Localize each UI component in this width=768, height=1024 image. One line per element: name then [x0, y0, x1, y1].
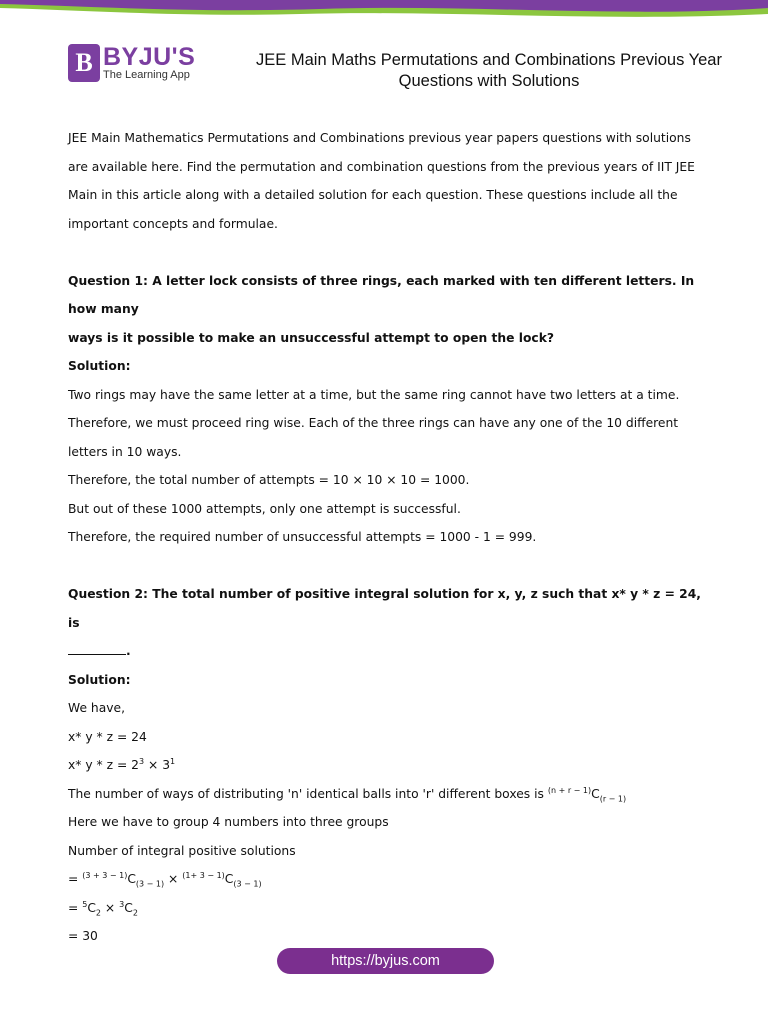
question-2-line-1: Question 2: The total number of positive integral solution for x, y, z such that x* y * z = 24, is	[68, 587, 701, 630]
intro-line-3: Main in this article along with a detailed solution for each question. These questions include all the	[68, 188, 678, 202]
q2-answer: = 30	[68, 929, 98, 943]
q1-solution-line-4: Therefore, the total number of attempts = 10 × 10 × 10 = 1000.	[68, 473, 470, 487]
q1-solution-line-6: Therefore, the required number of unsuccessful attempts = 1000 - 1 = 999.	[68, 530, 537, 544]
question-2-solution-label: Solution:	[68, 672, 131, 687]
q2-equation-2: x* $y * z = 2^3 \times 3^1$	[68, 756, 176, 772]
question-1-line-2: ways is it possible to make an unsuccessful attempt to open the lock?	[68, 330, 555, 345]
q2-equation-1: x* y * z = 24	[68, 729, 147, 744]
q2-count-text: Number of integral positive solutions	[68, 843, 296, 858]
q2-formula-1: = $^{(3 + 3 - 1)}C_{(3 - 1)} \times ^{(1+ 3 - 1)}C_{(3 - 1)}$	[68, 870, 262, 889]
q1-solution-line-1: Two rings may have the same letter at a time, but the same ring cannot have two letters at a time.	[68, 387, 680, 402]
logo-tagline: The Learning App	[103, 68, 190, 81]
footer-url-link[interactable]: https://byjus.com	[277, 948, 494, 974]
q1-solution-line-5: But out of these 1000 attempts, only one attempt is successful.	[68, 501, 461, 516]
logo-name: BYJU'S	[103, 42, 196, 71]
title-line-1: JEE Main Maths Permutations and Combinations Previous Year	[256, 51, 722, 69]
q1-solution-line-3: letters in 10 ways.	[68, 444, 182, 459]
header-wave-decoration	[0, 0, 768, 26]
answer-blank	[68, 640, 126, 655]
q2-distribution-formula: The number of ways of distributing 'n' identical balls into 'r' different boxes is $^{(n + r - 1)}C_{(r - 1)}$	[68, 785, 627, 803]
byjus-logo	[68, 44, 195, 82]
intro-line-2: are available here. Find the permutation and combination questions from the previous years of IIT JEE	[68, 159, 695, 174]
intro-line-4: important concepts and formulae.	[68, 216, 278, 231]
q2-grouping-text: Here we have to group 4 numbers into three groups	[68, 815, 389, 829]
question-1-solution-label: Solution:	[68, 359, 131, 373]
q2-we-have: We have,	[68, 701, 125, 715]
intro-line-1: JEE Main Mathematics Permutations and Combinations previous year papers questions with solutions	[68, 131, 691, 145]
document-title	[232, 50, 746, 92]
q1-solution-line-2: Therefore, we must proceed ring wise. Each of the three rings can have any one of the 10 different	[68, 416, 679, 430]
q2-formula-2: = $^5C_2 \times ^3C_2$	[68, 899, 138, 917]
title-line-2: Questions with Solutions	[398, 72, 580, 90]
question-2-line-2: .	[68, 637, 708, 666]
question-1-line-1: Question 1: A letter lock consists of three rings, each marked with ten different letters. In how many	[68, 273, 695, 316]
document-body	[68, 124, 708, 951]
logo-icon: B	[68, 44, 100, 82]
